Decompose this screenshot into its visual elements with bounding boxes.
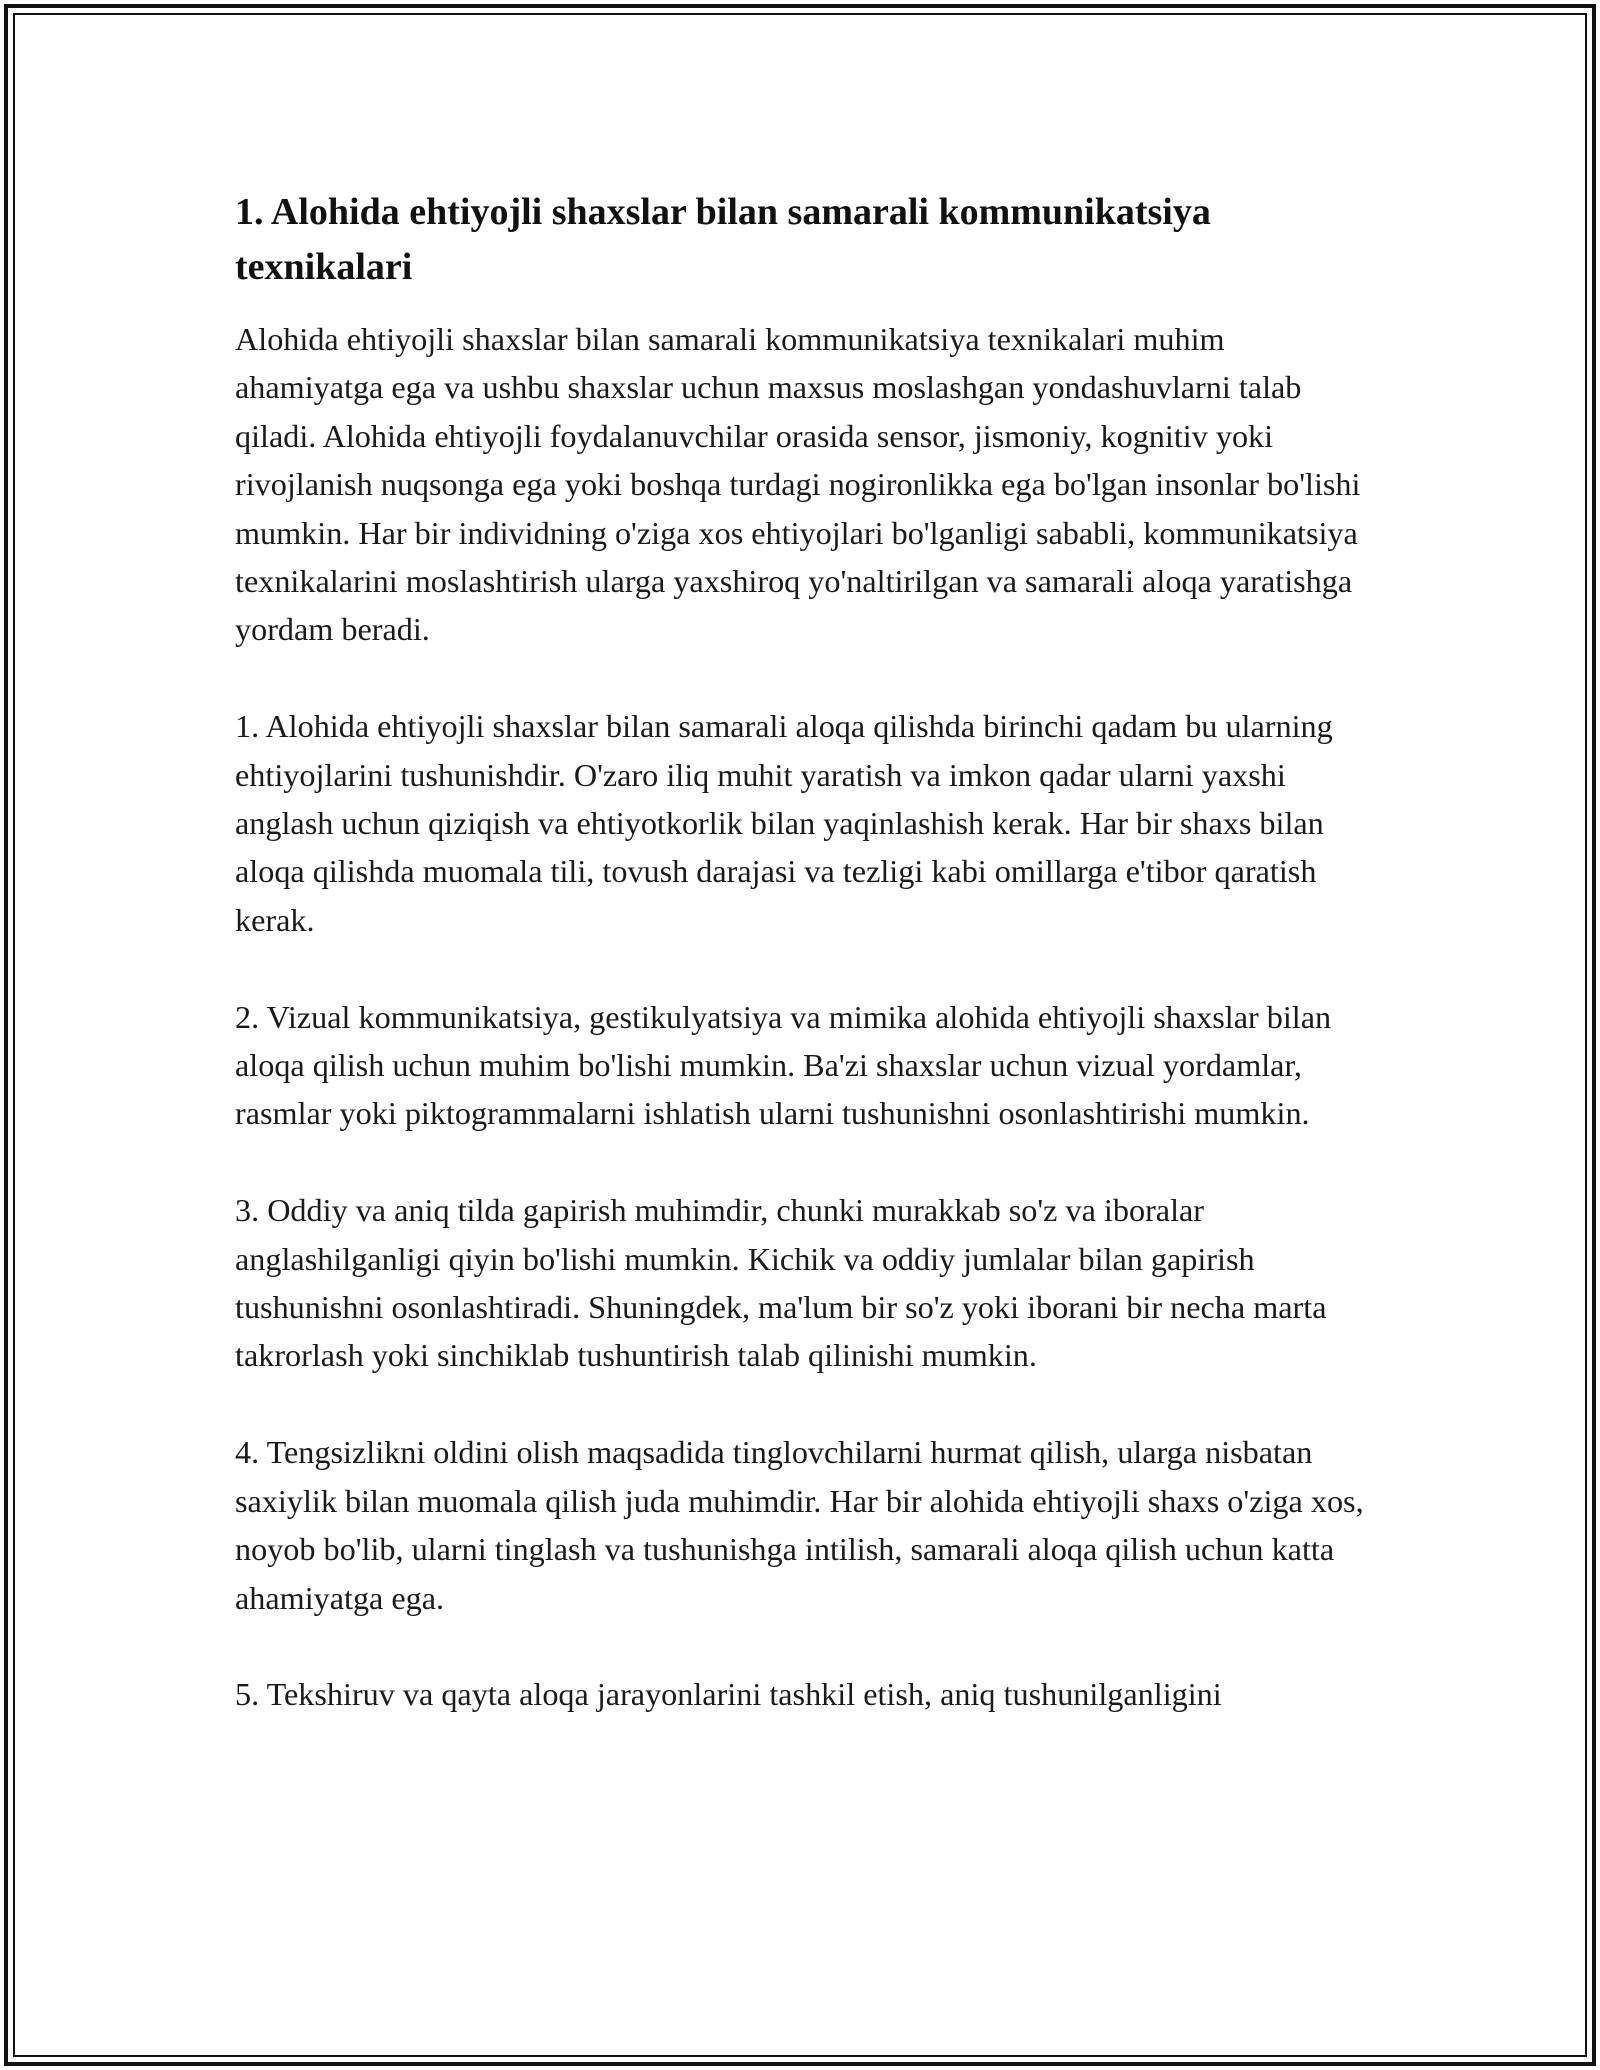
paragraph-point-1: 1. Alohida ehtiyojli shaxslar bilan samarali aloqa qilishda birinchi qadam bu ularning ehtiyojlarini tushunishdir. O'zaro iliq muhit yaratish va imkon qadar ularni yaxshi anglash uchun qiziqish va ehtiyotkorlik bilan yaqinlashish kerak. Har bir shaxs bilan aloqa qilishda muomala tili, tovush darajasi va tezligi kabi omillarga e'tibor qaratish kerak. [235, 708, 1333, 938]
document-body [235, 185, 1370, 1767]
paragraph-point-2: 2. Vizual kommunikatsiya, gestikulyatsiya va mimika alohida ehtiyojli shaxslar bilan aloqa qilish uchun muhim bo'lishi mumkin. Ba'zi shaxslar uchun vizual yordamlar, rasmlar yoki piktogrammalarni ishlatish ularni tushunishni osonlashtirishi mumkin. [235, 998, 1332, 1132]
paragraph-point-3: 3. Oddiy va aniq tilda gapirish muhimdir, chunki murakkab so'z va iboralar anglashilganligi qiyin bo'lishi mumkin. Kichik va oddiy jumlalar bilan gapirish tushunishni osonlashtiradi. Shuningdek, ma'lum bir so'z yoki iborani bir necha marta takrorlash yoki sinchiklab tushuntirish talab qilinishi mumkin. [235, 1192, 1327, 1374]
paragraph-point-5: 5. Tekshiruv va qayta aloqa jarayonlarini tashkil etish, aniq tushunilganligini [235, 1676, 1222, 1713]
paragraph-point-4: 4. Tengsizlikni oldini olish maqsadida tinglovchilarni hurmat qilish, ularga nisbatan saxiylik bilan muomala qilish juda muhimdir. Har bir alohida ehtiyojli shaxs o'ziga xos, noyob bo'lib, ularni tinglash va tushunishga intilish, samarali aloqa qilish uchun katta ahamiyatga ega. [235, 1434, 1364, 1616]
document-title: 1. Alohida ehtiyojli shaxslar bilan samarali kommunikatsiya texnikalari [235, 191, 1211, 288]
paragraph-intro: Alohida ehtiyojli shaxslar bilan samarali kommunikatsiya texnikalari muhim ahamiyatga ega va ushbu shaxslar uchun maxsus moslashgan yondashuvlarni talab qiladi. Alohida ehtiyojli foydalanuvchilar orasida sensor, jismoniy, kognitiv yoki rivojlanish nuqsonga ega yoki boshqa turdagi nogironlikka ega bo'lgan insonlar bo'lishi mumkin. Har bir individning o'ziga xos ehtiyojlari bo'lganligi sababli, kommunikatsiya texnikalarini moslashtirish ularga yaxshiroq yo'naltirilgan va samarali aloqa yaratishga yordam beradi. [235, 321, 1361, 648]
